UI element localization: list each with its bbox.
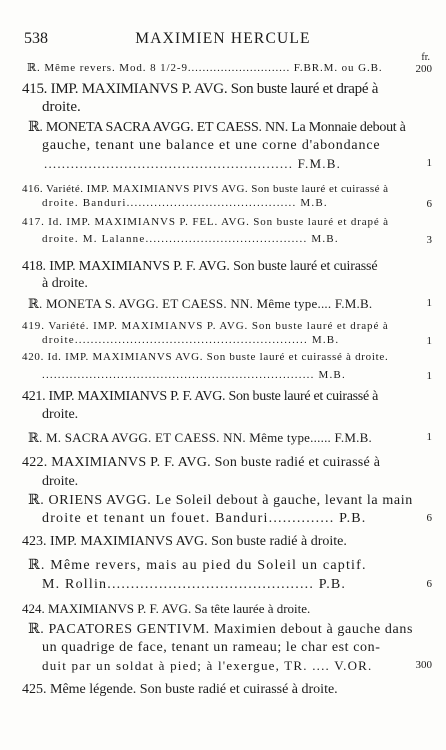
- catalogue-line: ℝ. Même revers. Mod. 8 1/2-9............................ F.BR.M. ou G.B.: [27, 62, 383, 74]
- price-value: 3: [426, 234, 432, 246]
- catalogue-line: 418. IMP. MAXIMIANVS P. F. AVG. Son buste lauré et cuirassé: [22, 259, 378, 274]
- catalogue-line: droite. M. Lalanne......................................... M.B.: [42, 233, 339, 245]
- catalogue-line: 422. MAXIMIANVS P. F. AVG. Son buste radié et cuirassé à: [22, 455, 381, 470]
- catalogue-line: droite.: [42, 474, 79, 489]
- catalogue-line: duit par un soldat à pied; à l'exergue, TR. .... V.OR.: [42, 658, 373, 673]
- catalogue-line: droite.: [42, 99, 81, 115]
- price-value: 1: [426, 335, 432, 347]
- running-title: MAXIMIEN HERCULE: [135, 30, 311, 47]
- page-number: 538: [24, 30, 48, 47]
- price-value: 200: [415, 63, 432, 75]
- catalogue-line: ℝ. ORIENS AVGG. Le Soleil debout à gauche, levant la main: [28, 493, 413, 508]
- catalogue-line: droite.: [42, 407, 79, 422]
- price-value: 300: [415, 659, 432, 671]
- price-value: 1: [426, 370, 432, 382]
- catalogue-line: 417. Id. IMP. MAXIMIANVS P. FEL. AVG. Son buste lauré et drapé à: [22, 216, 389, 228]
- price-value: 6: [426, 578, 432, 590]
- catalogue-line: ℝ. MONETA SACRA AVGG. ET CAESS. NN. La Monnaie debout à: [28, 120, 406, 135]
- price-value: 6: [426, 198, 432, 210]
- catalogue-line: ℝ. M. SACRA AVGG. ET CAESS. NN. Même type...... F.M.B.: [28, 430, 373, 445]
- catalogue-line: ........................................................ F.M.B.: [44, 156, 342, 171]
- catalogue-line: 420. Id. IMP. MAXIMIANVS AVG. Son buste lauré et cuirassé à droite.: [22, 351, 389, 363]
- catalogue-line: 419. Variété. IMP. MAXIMIANVS P. AVG. Son buste lauré et drapé à: [22, 320, 389, 332]
- catalogue-line: ℝ. MONETA S. AVGG. ET CAESS. NN. Même type.... F.M.B.: [28, 296, 373, 311]
- catalogue-line: ℝ. PACATORES GENTIVM. Maximien debout à gauche dans: [28, 622, 414, 637]
- catalogue-line: droite. Banduri........................................... M.B.: [42, 197, 328, 209]
- page-header: [0, 30, 446, 52]
- catalogue-line: 421. IMP. MAXIMIANVS P. F. AVG. Son buste lauré et cuirassé à: [22, 389, 378, 404]
- price-value: 1: [426, 431, 432, 443]
- price-value: 1: [426, 297, 432, 309]
- catalogue-line: droite et tenant un fouet. Banduri.............. P.B.: [42, 511, 367, 526]
- catalogue-line: un quadrige de face, tenant un rameau; le char est con-: [42, 640, 381, 655]
- catalogue-line: 415. IMP. MAXIMIANVS P. AVG. Son buste lauré et drapé à: [22, 81, 379, 97]
- catalogue-line: ..................................................................... M.B.: [42, 369, 346, 381]
- catalogue-line: 424. MAXIMIANVS P. F. AVG. Sa tête laurée à droite.: [22, 601, 311, 616]
- catalogue-line: 425. Même légende. Son buste radié et cuirassé à droite.: [22, 682, 338, 697]
- catalogue-line: gauche, tenant une balance et une corne d'abondance: [42, 138, 381, 153]
- catalogue-line: droite........................................................... M.B.: [42, 334, 340, 346]
- catalogue-line: 423. IMP. MAXIMIANVS AVG. Son buste radié à droite.: [22, 534, 347, 549]
- catalogue-line: ℝ. Même revers, mais au pied du Soleil un captif.: [28, 558, 367, 573]
- catalogue-line: à droite.: [42, 276, 88, 291]
- column-label: fr.: [421, 52, 430, 63]
- catalogue-line: 416. Variété. IMP. MAXIMIANVS PIVS AVG. Son buste lauré et cuirassé à: [22, 183, 389, 195]
- price-value: 1: [426, 157, 432, 169]
- price-value: 6: [426, 512, 432, 524]
- catalogue-line: M. Rollin............................................ P.B.: [42, 577, 347, 592]
